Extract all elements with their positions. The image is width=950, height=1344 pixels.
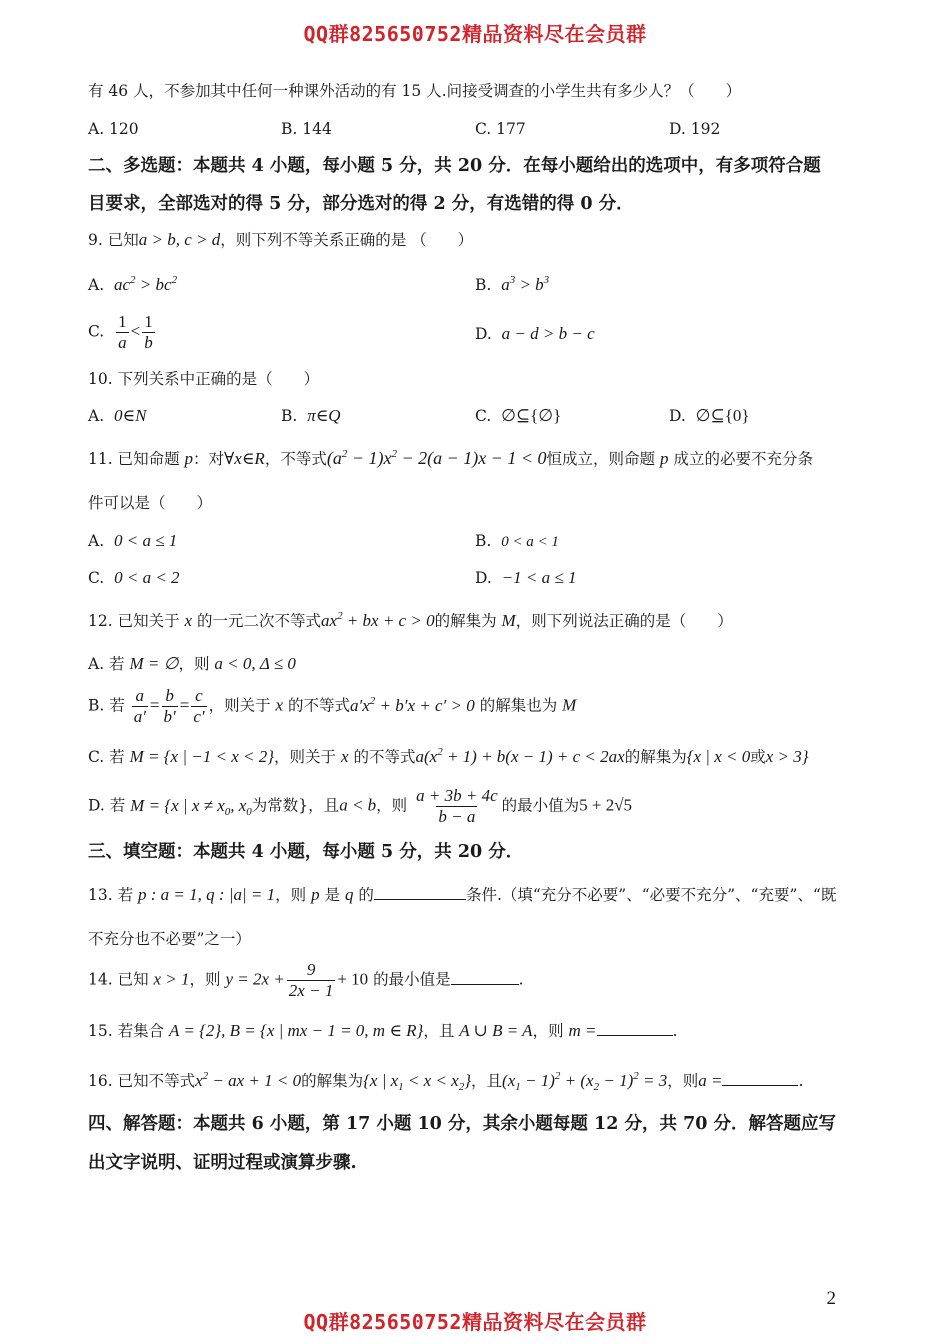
q9-stem: 9. 已知a > b, c > d，则下列不等关系正确的是 （ ）: [88, 230, 474, 249]
q11-option-a: A. 0 < a ≤ 1: [88, 531, 178, 550]
q8-option-d: D. 192: [669, 120, 721, 138]
q10-option-d: D. ∅⊆{0}: [669, 406, 750, 425]
q10-option-c: C. ∅⊆{∅}: [475, 406, 562, 425]
footer-banner: QQ群825650752精品资料尽在会员群: [303, 1310, 647, 1334]
q15-stem: 15. 若集合 A = {2}, B = {x | mx − 1 = 0, m ∈ R}，且 A ∪ B = A，则 m = .: [88, 1021, 678, 1040]
q9-option-c: C. $\frac{1}{a}$ < $\frac{1}{b}$: [88, 312, 153, 352]
q13-stem: 13. 若 p : a = 1, q : |a| = 1，则 p 是 q 的 条件.（填“充分不必要”、“必要不充分”、“充要”、“既: [88, 885, 837, 904]
section2-heading-line2: 目要求，全部选对的得 5 分，部分选对的得 2 分，有选错的得 0 分．: [88, 194, 634, 214]
section4-heading-line2: 出文字说明、证明过程或演算步骤.: [88, 1153, 357, 1173]
page-number: 2: [826, 1288, 836, 1309]
section2-heading-line1: 二、多选题：本题共 4 小题，每小题 5 分，共 20 分．在每小题给出的选项中，有多项符合题: [88, 156, 821, 176]
q8-option-c: C. 177: [475, 120, 526, 138]
q8-option-a: A. 120: [88, 120, 139, 138]
q12-option-a: A. 若 M = ∅，则 a < 0, Δ ≤ 0: [88, 654, 296, 673]
header-banner: QQ群825650752精品资料尽在会员群: [303, 22, 647, 46]
q12-stem: 12. 已知关于 x 的一元二次不等式$ax^2$ + bx + c > 0的解集为 M，则下列说法正确的是（ ）: [88, 610, 733, 630]
q12-option-d: D. 若 M = {x | $x \ne x_0$, $x_0$为常数}，且a < b，则 $\frac{a + 3b + 4c}{b - a}$ 的最小值为5 + 2√5: [88, 786, 633, 826]
q10-stem: 10. 下列关系中正确的是（ ）: [88, 370, 320, 388]
q11-option-d: D. −1 < a ≤ 1: [475, 568, 577, 587]
q9-option-b: B. $a^3 > b^3$: [475, 274, 550, 294]
q10-option-a: A. 0∈N: [88, 406, 147, 425]
q11-option-c: C. 0 < a < 2: [88, 568, 180, 587]
section3-heading: 三、填空题：本题共 4 小题，每小题 5 分，共 20 分．: [88, 842, 524, 862]
q13-stem-line2: 不充分也不必要”之一）: [88, 930, 251, 948]
q9-condition: a > b, c > d: [138, 230, 221, 249]
q12-option-c: C. 若 M = {x | −1 < x < 2}，则关于 x 的不等式$a(x^2 + 1) + b(x - 1) + c < 2ax$的解集为{x | x < 0或x > 3}: [88, 746, 809, 766]
q9-option-d: D. a − d > b − c: [475, 324, 595, 343]
q8-stem: 有 46 人，不参加其中任何一种课外活动的有 15 人.问接受调查的小学生共有多少人？（ ）: [88, 82, 742, 100]
section4-heading-line1: 四、解答题：本题共 6 小题，第 17 小题 10 分，其余小题每题 12 分，共 70 分．解答题应写: [88, 1114, 837, 1134]
q14-stem: 14. 已知 x > 1，则 y = 2x + $\frac{9}{2x - 1}$ + 10 的最小值是 .: [88, 960, 524, 1000]
q16-stem: 16. 已知不等式$x^2$ − ax + 1 < 0的解集为{x | $x_1 < x < x_2$}，且$(x_1 - 1)^2 + (x_2 - 1)^2 = 3$，则a = .: [88, 1070, 804, 1093]
q8-option-b: B. 144: [281, 120, 332, 138]
q10-option-b: B. π∈Q: [281, 406, 341, 425]
q12-option-b: B. 若 $\frac{a}{a'}$ = $\frac{b}{b'}$ = $\frac{c}{c'}$ ，则关于 x 的不等式$a'x^2 + b'x + c' > 0$ 的解集也为 M: [88, 686, 577, 726]
q11-stem: 11. 已知命题 p：对∀x∈R，不等式$(a^2 - 1)x^2 - 2(a - 1)x - 1 < 0$恒成立，则命题 p 成立的必要不充分条: [88, 448, 813, 468]
q9-option-a: A. $ac^2 > bc^2$: [88, 274, 178, 294]
q11-stem-line2: 件可以是（ ）: [88, 494, 213, 512]
q11-option-b: B. 0 < a < 1: [475, 532, 559, 550]
